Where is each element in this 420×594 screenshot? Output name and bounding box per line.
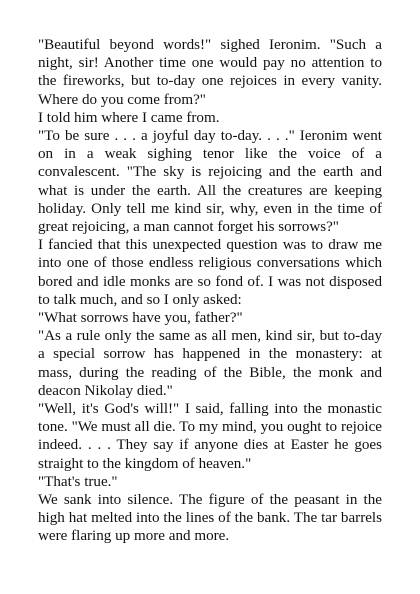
paragraph-special-sorrow: "As a rule only the same as all men, kind sir, but to-day a special sorrow has happened in the monastery: at mass, during the reading of the Bible, the monk and deacon Nikolay died." (38, 328, 382, 399)
paragraph-sank-into-silence: We sank into silence. The figure of the peasant in the high hat melted into the lines of the bank. The tar barrels were flaring up more and more. (38, 492, 382, 545)
paragraph-what-sorrows: "What sorrows have you, father?" (38, 310, 243, 327)
paragraph-unexpected-question: I fancied that this unexpected question was to draw me into one of those endless religious conversations which bored and idle monks are so fond of. I was not disposed to talk much, and so I only asked: (38, 237, 382, 308)
paragraph-thats-true: "That's true." (38, 473, 118, 490)
paragraph-ieronim-exclaims: "Beautiful beyond words!" sighed Ieronim. "Such a night, sir! Another time one would pay no attention to the fireworks, but to-day one rejoices in every vanity. Where do you come from?" (38, 37, 382, 108)
paragraph-gods-will: "Well, it's God's will!" I said, falling into the monastic tone. "We must all die. To my mind, you ought to rejoice indeed. . . . They say if anyone dies at Easter he goes straight to the kingdom of heaven." (38, 401, 382, 472)
paragraph-joyful-day: "To be sure . . . a joyful day to-day. . . ." Ieronim went on in a weak sighing tenor like the voice of a convalescent. "The sky is rejoicing and the earth and what is under the earth. All the creatures are keeping holiday. Only tell me kind sir, why, even in the time of great rejoicing, a man cannot forget his sorrows?" (38, 128, 382, 236)
paragraph-told-him: I told him where I came from. (38, 109, 220, 126)
document-page (38, 36, 382, 546)
